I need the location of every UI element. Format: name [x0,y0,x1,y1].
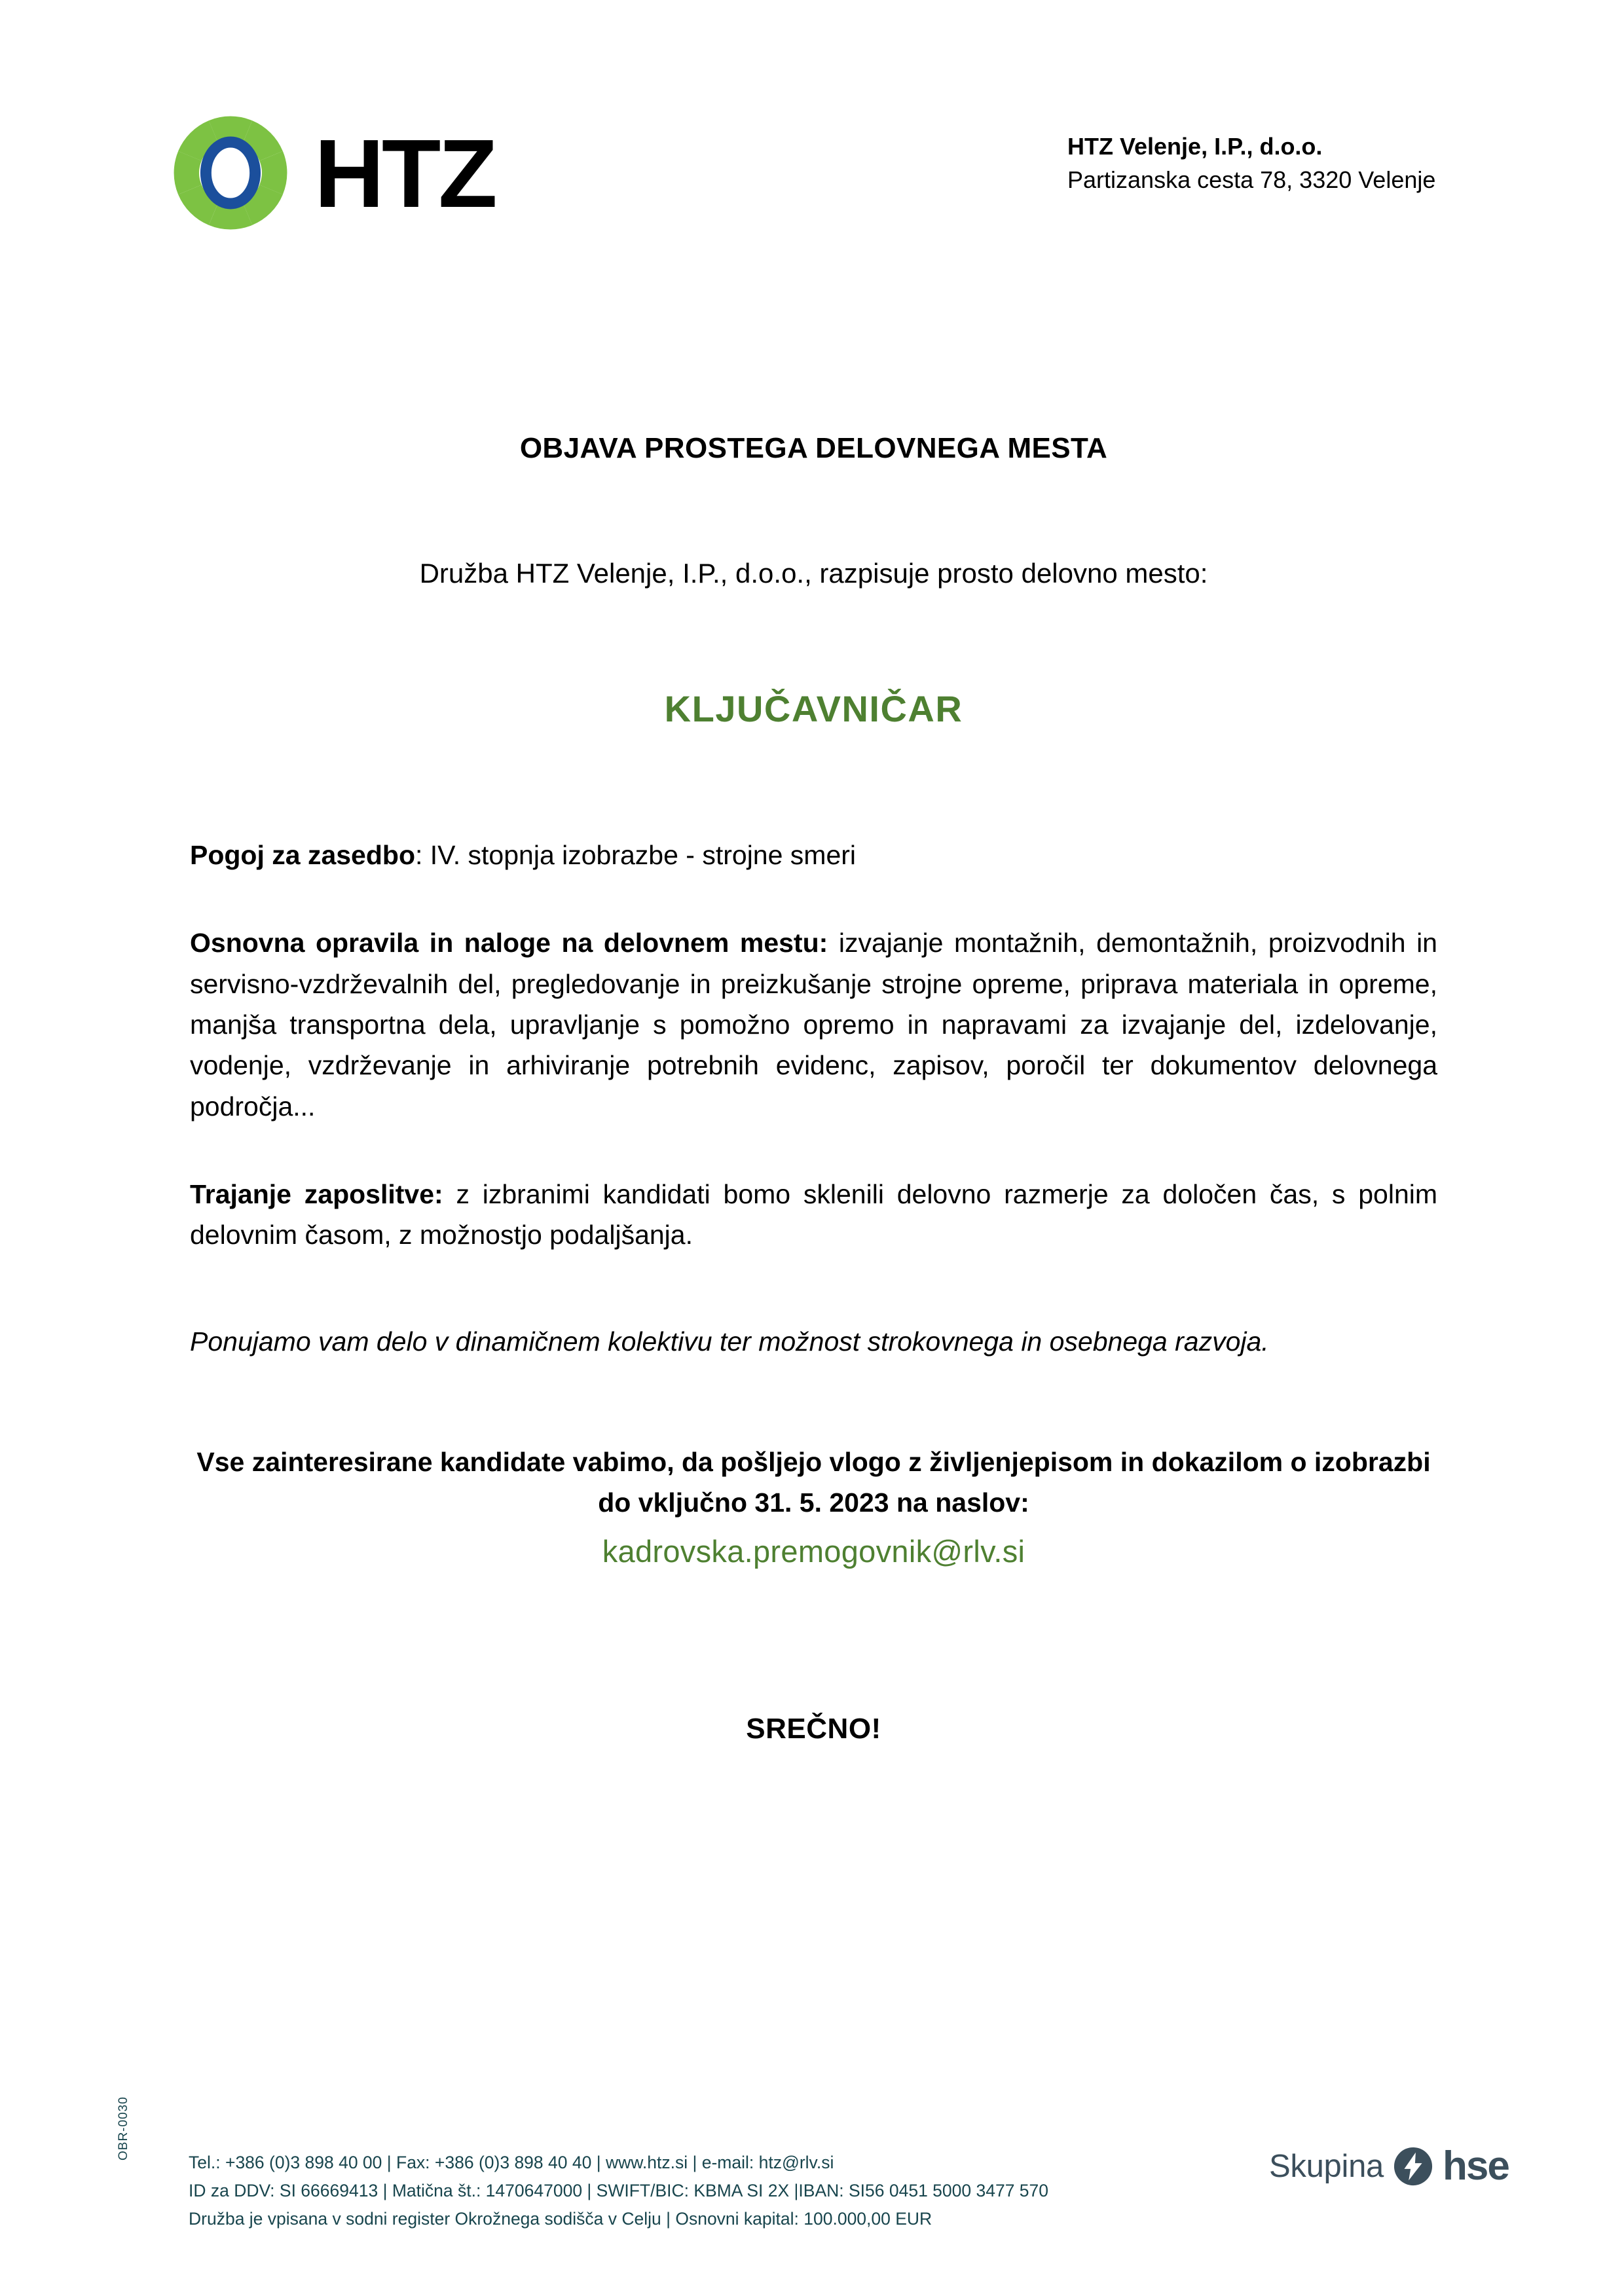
document-footer [0,2096,1624,2272]
hse-group-logo [1269,2143,1509,2189]
duties-paragraph [190,922,1437,1127]
contact-email[interactable]: kadrovska.premogovnik@rlv.si [602,1534,1025,1569]
footer-line-contact: Tel.: +386 (0)3 898 40 00 | Fax: +386 (0)3 898 40 40 | www.htz.si | e-mail: htz@rlv.si [189,2153,834,2172]
form-code: OBR-0030 [117,2096,130,2160]
call-to-action-text: Vse zainteresirane kandidate vabimo, da pošljejo vlogo z življenjepisom in dokazilom o izobrazbi do vključno 31. 5. 2023 na naslov: [196,1446,1431,1518]
requirement-label: Pogoj za zasedbo [190,840,415,870]
job-title: KLJUČAVNIČAR [664,688,963,729]
footer-contact-info [189,2149,1048,2233]
footer-line-court: Družba je vpisana v sodni register Okrožnega sodišča v Celju | Osnovni kapital: 100.000,00 EUR [189,2208,932,2229]
document-body [190,432,1437,1745]
requirement-value: : IV. stopnja izobrazbe - strojne smeri [415,840,857,870]
hse-wordmark: hse [1442,2143,1509,2189]
duration-label: Trajanje zaposlitve: [190,1178,443,1209]
company-address: Partizanska cesta 78, 3320 Velenje [1067,166,1436,194]
company-info [1067,130,1435,196]
closing-text: SREČNO! [746,1712,881,1745]
footer-line-registration: ID za DDV: SI 66669413 | Matična št.: 1470647000 | SWIFT/BIC: KBMA SI 2X |IBAN: SI56 0451 5000 3477 570 [189,2180,1049,2200]
duration-paragraph [190,1174,1437,1256]
offer-paragraph: Ponujamo vam delo v dinamičnem kolektivu ter možnost strokovnega in osebnega razvoja. [190,1326,1269,1357]
company-name: HTZ Velenje, I.P., d.o.o. [1067,133,1323,160]
htz-ring-logo-icon [169,111,292,234]
duration-value: z izbranimi kandidati bomo sklenili delovno razmerje za določen čas, s polnim delovnim časom, z možnostjo podaljšanja. [190,1178,1438,1250]
htz-logo [169,111,495,234]
htz-wordmark: HTZ [314,120,495,228]
document-header [0,105,1624,249]
page-title: OBJAVA PROSTEGA DELOVNEGA MESTA [519,432,1108,464]
call-to-action [190,1442,1437,1575]
hse-bolt-icon [1393,2146,1433,2187]
hse-prefix-label: Skupina [1269,2149,1384,2184]
duties-label: Osnovna opravila in naloge na delovnem mestu: [190,928,828,958]
intro-line: Družba HTZ Velenje, I.P., d.o.o., razpisuje prosto delovno mesto: [419,558,1208,589]
requirement-paragraph [190,835,1437,875]
duties-value: izvajanje montažnih, demontažnih, proizvodnih in servisno-vzdrževalnih del, pregledovanje in preizkušanje strojne opreme, priprava materiala in opreme, manjša transportna dela, upravljanje s pomožno opremo in napravami za izvajanje del, izdelovanje, vodenje, vzdrževanje in arhiviranje potrebnih evidenc, zapisov, poročil ter dokumentov delovnega področja... [190,928,1437,1121]
